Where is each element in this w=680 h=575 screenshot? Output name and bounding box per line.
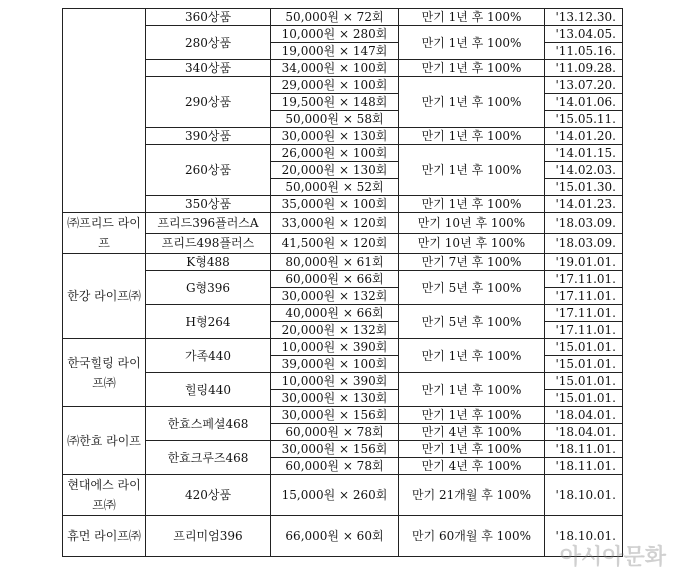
- payment-cell: 30,000원 × 156회: [271, 407, 399, 424]
- date-cell: '14.01.06.: [545, 94, 623, 111]
- date-cell: '15.01.01.: [545, 356, 623, 373]
- date-cell: '18.10.01.: [545, 516, 623, 557]
- table-row: [63, 475, 623, 516]
- maturity-cell: 만기 1년 후 100%: [399, 441, 545, 458]
- payment-cell: 19,000원 × 147회: [271, 43, 399, 60]
- product-cell: 280상품: [146, 26, 271, 60]
- date-cell: '14.02.03.: [545, 162, 623, 179]
- payment-cell: 10,000원 × 280회: [271, 26, 399, 43]
- date-cell: '15.01.01.: [545, 339, 623, 356]
- payment-cell: 80,000원 × 61회: [271, 254, 399, 271]
- payment-cell: 10,000원 × 390회: [271, 373, 399, 390]
- payment-cell: 35,000원 × 100회: [271, 196, 399, 213]
- maturity-cell: 만기 4년 후 100%: [399, 458, 545, 475]
- product-cell: 340상품: [146, 60, 271, 77]
- table-row: [63, 9, 623, 26]
- date-cell: '18.04.01.: [545, 407, 623, 424]
- date-cell: '18.04.01.: [545, 424, 623, 441]
- payment-cell: 60,000원 × 78회: [271, 458, 399, 475]
- date-cell: '17.11.01.: [545, 288, 623, 305]
- maturity-cell: 만기 1년 후 100%: [399, 9, 545, 26]
- date-cell: '18.10.01.: [545, 475, 623, 516]
- payment-cell: 30,000원 × 130회: [271, 128, 399, 145]
- payment-cell: 33,000원 × 120회: [271, 213, 399, 234]
- product-cell: 260상품: [146, 145, 271, 196]
- product-cell: H형264: [146, 305, 271, 339]
- date-cell: '17.11.01.: [545, 322, 623, 339]
- table-row: [63, 233, 623, 254]
- payment-cell: 30,000원 × 156회: [271, 441, 399, 458]
- date-cell: '11.05.16.: [545, 43, 623, 60]
- date-cell: '15.01.01.: [545, 390, 623, 407]
- product-cell: 290상품: [146, 77, 271, 128]
- payment-cell: 20,000원 × 130회: [271, 162, 399, 179]
- maturity-cell: 만기 1년 후 100%: [399, 26, 545, 60]
- date-cell: '15.01.30.: [545, 179, 623, 196]
- payment-cell: 10,000원 × 390회: [271, 339, 399, 356]
- maturity-cell: 만기 4년 후 100%: [399, 424, 545, 441]
- date-cell: '13.07.20.: [545, 77, 623, 94]
- maturity-cell: 만기 1년 후 100%: [399, 373, 545, 407]
- date-cell: '14.01.23.: [545, 196, 623, 213]
- table-row: [63, 26, 623, 43]
- date-cell: '18.11.01.: [545, 441, 623, 458]
- maturity-cell: 만기 10년 후 100%: [399, 233, 545, 254]
- date-cell: '13.12.30.: [545, 9, 623, 26]
- maturity-cell: 만기 7년 후 100%: [399, 254, 545, 271]
- maturity-cell: 만기 1년 후 100%: [399, 407, 545, 424]
- product-cell: 350상품: [146, 196, 271, 213]
- company-cell: 한국힐링 라이프㈜: [63, 339, 146, 407]
- table-row: [63, 77, 623, 94]
- product-cell: 가족440: [146, 339, 271, 373]
- product-cell: 420상품: [146, 475, 271, 516]
- product-cell: 힐링440: [146, 373, 271, 407]
- payment-cell: 30,000원 × 130회: [271, 390, 399, 407]
- payment-cell: 15,000원 × 260회: [271, 475, 399, 516]
- maturity-cell: 만기 1년 후 100%: [399, 145, 545, 196]
- company-cell: ㈜한효 라이프: [63, 407, 146, 475]
- date-cell: '15.01.01.: [545, 373, 623, 390]
- table-row: [63, 339, 623, 356]
- maturity-cell: 만기 1년 후 100%: [399, 77, 545, 128]
- maturity-cell: 만기 1년 후 100%: [399, 196, 545, 213]
- company-cell: 현대에스 라이프㈜: [63, 475, 146, 516]
- table-row: [63, 145, 623, 162]
- table-row: [63, 271, 623, 288]
- maturity-cell: 만기 10년 후 100%: [399, 213, 545, 234]
- maturity-cell: 만기 1년 후 100%: [399, 128, 545, 145]
- company-cell: ㈜프리드 라이프: [63, 213, 146, 254]
- table-row: [63, 305, 623, 322]
- payment-cell: 30,000원 × 132회: [271, 288, 399, 305]
- maturity-cell: 만기 5년 후 100%: [399, 305, 545, 339]
- product-cell: 한효크루즈468: [146, 441, 271, 475]
- payment-cell: 26,000원 × 100회: [271, 145, 399, 162]
- date-cell: '18.11.01.: [545, 458, 623, 475]
- table-row: [63, 196, 623, 213]
- payment-cell: 19,500원 × 148회: [271, 94, 399, 111]
- product-cell: K형488: [146, 254, 271, 271]
- product-cell: 360상품: [146, 9, 271, 26]
- date-cell: '15.05.11.: [545, 111, 623, 128]
- payment-cell: 39,000원 × 100회: [271, 356, 399, 373]
- maturity-cell: 만기 1년 후 100%: [399, 339, 545, 373]
- product-cell: 390상품: [146, 128, 271, 145]
- watermark: 아시아문화: [559, 545, 666, 570]
- company-cell: 휴먼 라이프㈜: [63, 516, 146, 557]
- payment-cell: 60,000원 × 78회: [271, 424, 399, 441]
- date-cell: '18.03.09.: [545, 233, 623, 254]
- maturity-cell: 만기 5년 후 100%: [399, 271, 545, 305]
- table-row: [63, 213, 623, 234]
- product-cell: 프리미엄396: [146, 516, 271, 557]
- payment-cell: 50,000원 × 72회: [271, 9, 399, 26]
- table-row: [63, 441, 623, 458]
- payment-cell: 20,000원 × 132회: [271, 322, 399, 339]
- product-cell: 한효스페셜468: [146, 407, 271, 441]
- product-cell: 프리드498플러스: [146, 233, 271, 254]
- payment-cell: 41,500원 × 120회: [271, 233, 399, 254]
- date-cell: '13.04.05.: [545, 26, 623, 43]
- product-cell: G형396: [146, 271, 271, 305]
- date-cell: '17.11.01.: [545, 305, 623, 322]
- payment-cell: 40,000원 × 66회: [271, 305, 399, 322]
- table-row: [63, 128, 623, 145]
- date-cell: '11.09.28.: [545, 60, 623, 77]
- payment-cell: 50,000원 × 52회: [271, 179, 399, 196]
- date-cell: '17.11.01.: [545, 271, 623, 288]
- payment-cell: 34,000원 × 100회: [271, 60, 399, 77]
- table-row: [63, 373, 623, 390]
- table-row: [63, 407, 623, 424]
- table-row: [63, 516, 623, 557]
- date-cell: '18.03.09.: [545, 213, 623, 234]
- company-cell: [63, 9, 146, 213]
- payment-cell: 60,000원 × 66회: [271, 271, 399, 288]
- company-cell: 한강 라이프㈜: [63, 254, 146, 339]
- maturity-cell: 만기 21개월 후 100%: [399, 475, 545, 516]
- date-cell: '14.01.20.: [545, 128, 623, 145]
- maturity-cell: 만기 1년 후 100%: [399, 60, 545, 77]
- date-cell: '14.01.15.: [545, 145, 623, 162]
- date-cell: '19.01.01.: [545, 254, 623, 271]
- product-cell: 프리드396플러스A: [146, 213, 271, 234]
- maturity-cell: 만기 60개월 후 100%: [399, 516, 545, 557]
- product-table: [62, 8, 623, 557]
- payment-cell: 29,000원 × 100회: [271, 77, 399, 94]
- table-row: [63, 254, 623, 271]
- table-row: [63, 60, 623, 77]
- payment-cell: 50,000원 × 58회: [271, 111, 399, 128]
- payment-cell: 66,000원 × 60회: [271, 516, 399, 557]
